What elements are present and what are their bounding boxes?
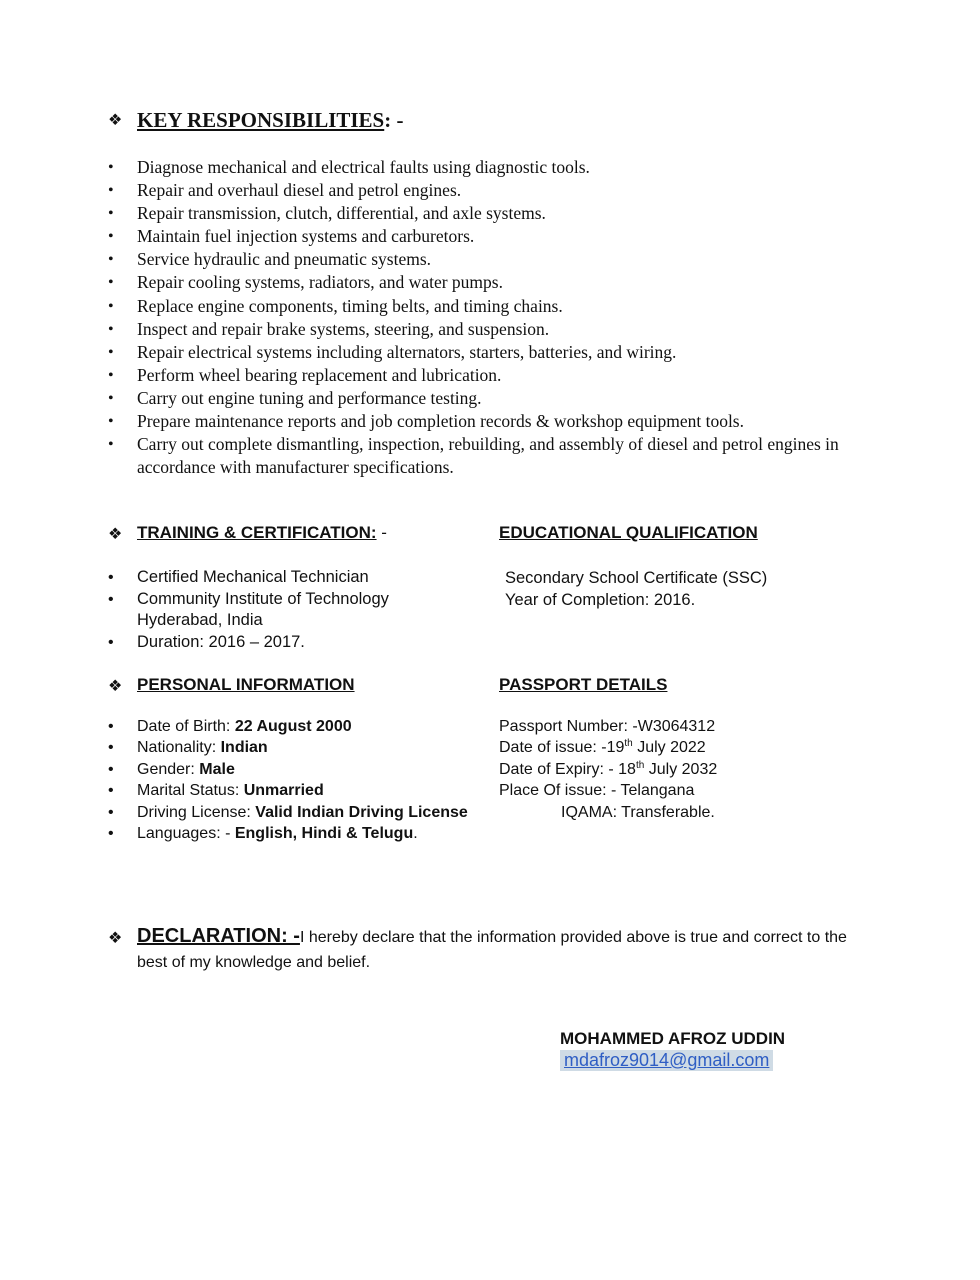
key-responsibilities-title: KEY RESPONSIBILITIES <box>137 108 385 132</box>
training-list <box>108 567 438 653</box>
list-item: • Duration: 2016 – 2017. <box>108 632 438 654</box>
education-heading: EDUCATIONAL QUALIFICATION <box>499 523 758 542</box>
passport-heading: PASSPORT DETAILS <box>499 675 668 694</box>
issue-date-prefix: Date of issue: -19 <box>499 739 625 757</box>
gender-value: Male <box>199 760 235 778</box>
list-item: • Repair electrical systems including alternators, starters, batteries, and wiring. <box>108 341 868 364</box>
list-item <box>108 823 508 844</box>
list-item: • Maintain fuel injection systems and carburetors. <box>108 225 868 248</box>
training-title: TRAINING & CERTIFICATION: <box>137 523 377 542</box>
iqama-status: IQAMA: Transferable. <box>561 804 715 821</box>
list-item: • Inspect and repair brake systems, steering, and suspension. <box>108 318 868 341</box>
responsibilities-list <box>108 156 868 479</box>
training-heading <box>137 523 387 543</box>
expiry-date-rest: July 2032 <box>644 760 718 778</box>
list-item: • Community Institute of Technology Hyderabad, India <box>108 589 422 632</box>
signature-name: MOHAMMED AFROZ UDDIN <box>560 1029 786 1048</box>
passport-number: Passport Number: -W3064312 <box>499 718 716 735</box>
expiry-date-suffix: th <box>635 759 645 771</box>
personal-info-heading: PERSONAL INFORMATION <box>137 675 355 694</box>
languages-end: . <box>413 825 418 843</box>
education-certificate: Secondary School Certificate (SSC) <box>505 569 768 587</box>
list-item: • Certified Mechanical Technician <box>108 567 438 589</box>
passport-details <box>499 716 717 802</box>
driving-license-label: Driving License: <box>137 803 256 821</box>
driving-license-value: Valid Indian Driving License <box>255 803 468 821</box>
declaration-block <box>137 924 862 975</box>
passport-place-of-issue: Place Of issue: - Telangana <box>499 782 695 800</box>
list-item: • Repair cooling systems, radiators, and water pumps. <box>108 271 868 294</box>
dob-label: Date of Birth: <box>137 718 235 735</box>
list-item <box>108 780 508 801</box>
personal-info-list <box>108 716 508 844</box>
list-item: • Repair transmission, clutch, differential, and axle systems. <box>108 202 868 225</box>
list-item: • Carry out engine tuning and performance testing. <box>108 387 868 410</box>
diamond-bullet-icon: ❖ <box>108 526 123 543</box>
marital-status-label: Marital Status: <box>137 782 244 800</box>
list-item: • Perform wheel bearing replacement and lubrication. <box>108 364 868 387</box>
list-item: • Repair and overhaul diesel and petrol engines. <box>108 179 868 202</box>
diamond-bullet-icon: ❖ <box>108 930 123 947</box>
dob-value: 22 August 2000 <box>234 718 352 735</box>
marital-status-value: Unmarried <box>243 782 324 800</box>
nationality-value: Indian <box>220 739 268 757</box>
training-suffix: - <box>376 523 387 542</box>
diamond-bullet-icon: ❖ <box>108 112 123 129</box>
list-item: • Diagnose mechanical and electrical faults using diagnostic tools. <box>108 156 868 179</box>
nationality-label: Nationality: <box>137 739 221 757</box>
education-year: Year of Completion: 2016. <box>505 591 696 610</box>
diamond-bullet-icon: ❖ <box>108 678 123 695</box>
list-item <box>108 737 508 758</box>
passport-expiry-date <box>499 759 717 780</box>
list-item <box>108 716 508 737</box>
expiry-date-prefix: Date of Expiry: - 18 <box>499 760 636 778</box>
list-item: • Prepare maintenance reports and job completion records & workshop equipment tools. <box>108 410 868 433</box>
gender-label: Gender: <box>137 760 200 778</box>
key-responsibilities-suffix: : - <box>384 108 404 132</box>
languages-value: English, Hindi & Telugu <box>234 825 414 843</box>
list-item <box>108 759 508 780</box>
list-item: • Carry out complete dismantling, inspection, rebuilding, and assembly of diesel and petrol engines in accordance with manufacturer specifications. <box>108 433 868 479</box>
issue-date-suffix: th <box>624 738 633 750</box>
list-item: • Service hydraulic and pneumatic systems. <box>108 248 868 271</box>
education-details <box>505 567 767 612</box>
passport-issue-date <box>499 737 717 758</box>
list-item: • Replace engine components, timing belts, and timing chains. <box>108 295 868 318</box>
key-responsibilities-heading <box>137 108 403 133</box>
languages-label: Languages: - <box>137 825 235 843</box>
declaration-text: I hereby declare that the information provided above is true and correct to the best of my knowledge and belief. <box>137 929 847 971</box>
email-link[interactable]: mdafroz9014@gmail.com <box>560 1050 773 1071</box>
list-item <box>108 802 508 823</box>
issue-date-rest: July 2022 <box>632 739 706 757</box>
declaration-title: DECLARATION: - <box>137 925 300 947</box>
